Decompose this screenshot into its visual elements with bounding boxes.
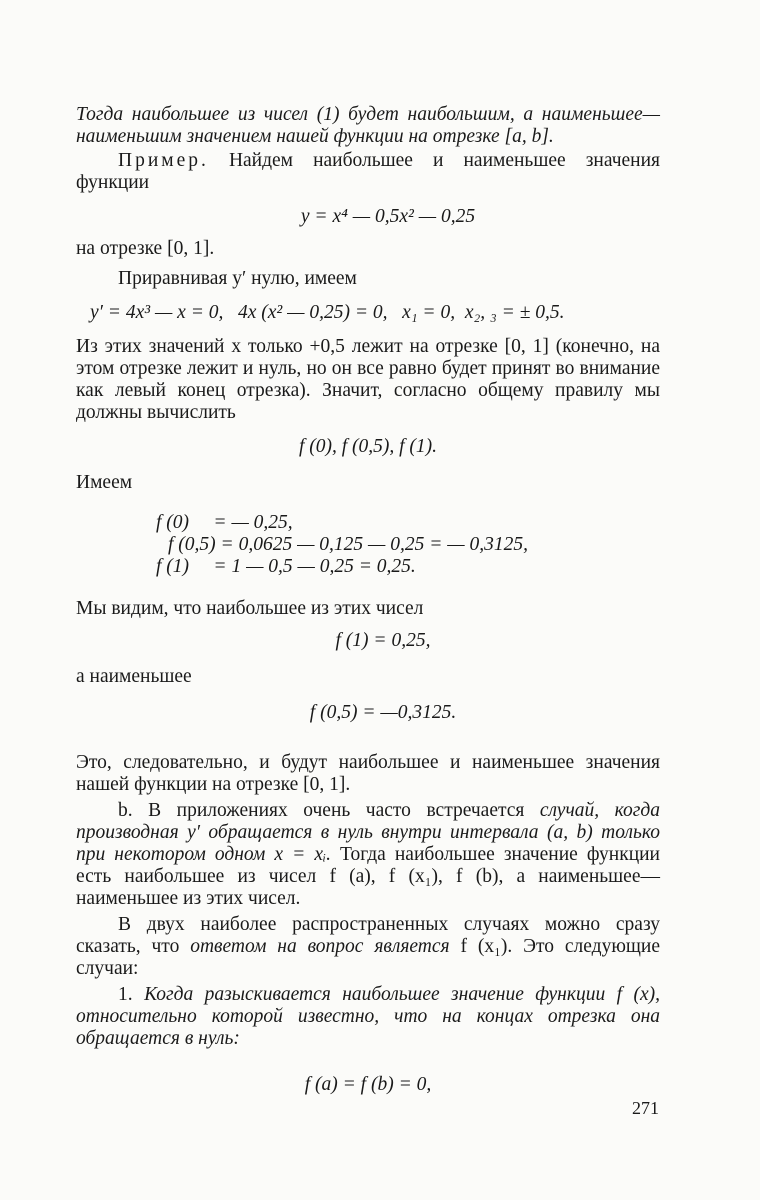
page-number: 271 bbox=[632, 1098, 659, 1118]
equation-row: f (0,5) = 0,0625 — 0,125 — 0,25 = — 0,3125, bbox=[168, 534, 528, 555]
b-text-3: Тогда наибольшее значение функции есть наибольшее из чисел f (a), f (x₁), f (b), а наименьшее—наименьшее из этих чисел. bbox=[76, 844, 660, 909]
paragraph-values: Из этих значений x только +0,5 лежит на отрезке [0, 1] (конечно, на этом отрезке лежит и нуль, но он все равно будет принят во внимание как левый конец отрезка). Значит, согласно общему правилу мы должны вычислить bbox=[76, 336, 660, 423]
b-text-1: b. В приложениях очень часто встречается bbox=[118, 800, 525, 821]
example-text: Найдем наибольшее и наименьшее значения функции bbox=[76, 150, 661, 193]
cases-text-1: В двух наиболее распространенных случаях можно сразу сказать, что bbox=[76, 914, 660, 957]
formula-max: f (1) = 0,25, bbox=[335, 630, 431, 651]
formula-compute-list: f (0), f (0,5), f (1). bbox=[298, 436, 438, 457]
paragraph-largest: Мы видим, что наибольшее из этих чисел bbox=[76, 598, 424, 619]
formula-function: y = x⁴ — 0,5x² — 0,25 bbox=[300, 206, 476, 227]
paragraph-1: Тогда наибольшее из чисел (1) будет наибольшим, а наименьшее—наименьшим значением нашей функции на отрезке [a, b]. bbox=[76, 104, 660, 147]
equation-row: f (1) = 1 — 0,5 — 0,25 = 0,25. bbox=[156, 556, 416, 577]
cases-text-3: f (x₁). Это следующие случаи: bbox=[76, 936, 661, 979]
example-label: Пример. bbox=[118, 150, 209, 171]
equation-row: f (0) = — 0,25, bbox=[156, 512, 293, 533]
paragraph-b bbox=[76, 800, 660, 910]
paragraph-derivative: Приравнивая y′ нулю, имеем bbox=[118, 268, 357, 289]
formula-min: f (0,5) = —0,3125. bbox=[309, 702, 457, 723]
paragraph-conclusion: Это, следовательно, и будут наибольшее и наименьшее значения нашей функции на отрезке [0, 1]. bbox=[76, 752, 660, 795]
paragraph-example bbox=[76, 150, 660, 194]
equation-system bbox=[156, 512, 660, 578]
formula-derivative: y′ = 4x³ — x = 0, 4x (x² — 0,25) = 0, x₁ = 0, x₂, ₃ = ± 0,5. bbox=[90, 302, 565, 323]
case-number: 1. bbox=[118, 984, 133, 1005]
page-body bbox=[76, 104, 660, 1096]
paragraph-cases bbox=[76, 914, 660, 980]
paragraph-have: Имеем bbox=[76, 472, 133, 493]
paragraph-smallest: а наименьшее bbox=[76, 666, 192, 687]
paragraph-interval: на отрезке [0, 1]. bbox=[76, 238, 215, 259]
case-text: Когда разыскивается наибольшее значение функции f (x), относительно которой известно, что на концах отрезка она обращается в нуль: bbox=[76, 984, 660, 1049]
cases-text-2: ответом на вопрос является bbox=[190, 936, 450, 957]
b-text-2: случай, когда производная y′ обращается в нуль внутри интервала (a, b) только при некотором одном x = xᵢ. bbox=[76, 800, 660, 865]
paragraph-case-1 bbox=[76, 984, 660, 1050]
formula-endpoints: f (a) = f (b) = 0, bbox=[304, 1074, 432, 1095]
